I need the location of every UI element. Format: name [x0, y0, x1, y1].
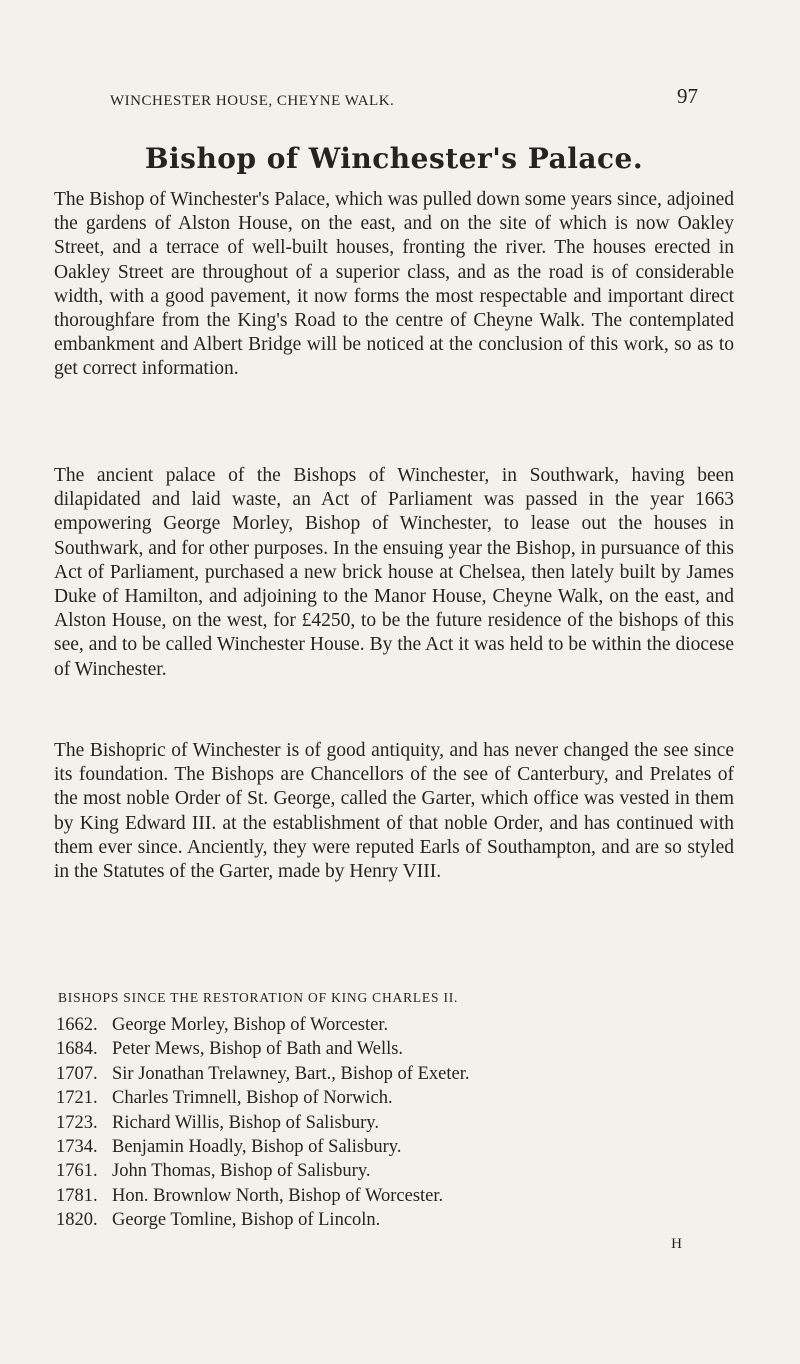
bishop-year: 1684.: [56, 1039, 98, 1060]
bishop-year: 1723.: [56, 1112, 98, 1133]
bishop-name: Peter Mews, Bishop of Bath and Wells.: [112, 1039, 404, 1060]
list-heading: BISHOPS SINCE THE RESTORATION OF KING CHARLES II.: [58, 990, 459, 1005]
list-item: [56, 1062, 736, 1086]
list-item: [56, 1111, 736, 1135]
bishop-year: 1707.: [56, 1063, 98, 1084]
paragraph-2: The ancient palace of the Bishops of Winchester, in Southwark, having been dilapidated and laid waste, an Act of Parliament was passed in the year 1663 empowering George Morley, Bishop of Winchester, to lease out the houses in Southwark, and for other purposes. In the ensuing year the Bishop, in pursuance of this Act of Parliament, purchased a new brick house at Chelsea, then lately built by James Duke of Hamilton, and adjoining to the Manor House, Cheyne Walk, on the east, and Alston House, on the west, for £4250, to be the future residence of the bishops of this see, and to be called Winchester House. By the Act it was held to be within the diocese of Winchester.: [54, 465, 734, 680]
list-item: [56, 1037, 736, 1061]
bishop-name: John Thomas, Bishop of Salisbury.: [112, 1161, 371, 1182]
running-title: WINCHESTER HOUSE, CHEYNE WALK.: [110, 93, 395, 109]
bishop-name: Benjamin Hoadly, Bishop of Salisbury.: [112, 1136, 402, 1157]
section-title: Bishop of Winchester's Palace.: [144, 142, 644, 175]
bishop-name: George Tomline, Bishop of Lincoln.: [112, 1210, 381, 1231]
running-head: [54, 84, 734, 116]
bishop-name: Sir Jonathan Trelawney, Bart., Bishop of Exeter.: [112, 1063, 470, 1084]
list-item: [56, 1208, 736, 1232]
bishop-year: 1820.: [56, 1210, 98, 1231]
bishop-name: George Morley, Bishop of Worcester.: [112, 1015, 389, 1035]
list-item: [56, 1135, 736, 1159]
bishop-name: Hon. Brownlow North, Bishop of Worcester.: [112, 1185, 444, 1206]
bishop-year: 1761.: [56, 1161, 98, 1182]
book-page: [54, 0, 734, 1364]
bishop-year: 1721.: [56, 1088, 98, 1109]
page-number: 97: [677, 84, 698, 108]
bishop-name: Charles Trimnell, Bishop of Norwich.: [112, 1088, 393, 1109]
list-item: [56, 1159, 736, 1183]
paragraph-1: The Bishop of Winchester's Palace, which was pulled down some years since, adjoined the gardens of Alston House, on the east, and on the site of which is now Oakley Street, and a terrace of well-built houses, fronting the river. The houses erected in Oakley Street are throughout of a superior class, and as the road is of considerable width, with a good pavement, it now forms the most respectable and important direct thoroughfare from the King's Road to the centre of Cheyne Walk. The contemplated embankment and Albert Bridge will be noticed at the conclusion of this work, so as to get correct information.: [54, 189, 734, 380]
signature-mark: H: [671, 1236, 682, 1252]
list-item: [56, 1184, 736, 1208]
bishop-name: Richard Willis, Bishop of Salisbury.: [112, 1112, 379, 1133]
list-item: [56, 1086, 736, 1110]
bishop-year: 1781.: [56, 1185, 98, 1206]
list-item: [56, 1013, 736, 1037]
bishop-list: [56, 1013, 736, 1233]
bishop-year: 1662.: [56, 1015, 98, 1035]
paragraph-3: The Bishopric of Winchester is of good antiquity, and has never changed the see since its foundation. The Bishops are Chancellors of the see of Canterbury, and Prelates of the most noble Order of St. George, called the Garter, which office was vested in them by King Edward III. at the establishment of that noble Order, and has continued with them ever since. Anciently, they were reputed Earls of Southampton, and are so styled in the Statutes of the Garter, made by Henry VIII.: [54, 740, 734, 883]
bishop-year: 1734.: [56, 1136, 98, 1157]
